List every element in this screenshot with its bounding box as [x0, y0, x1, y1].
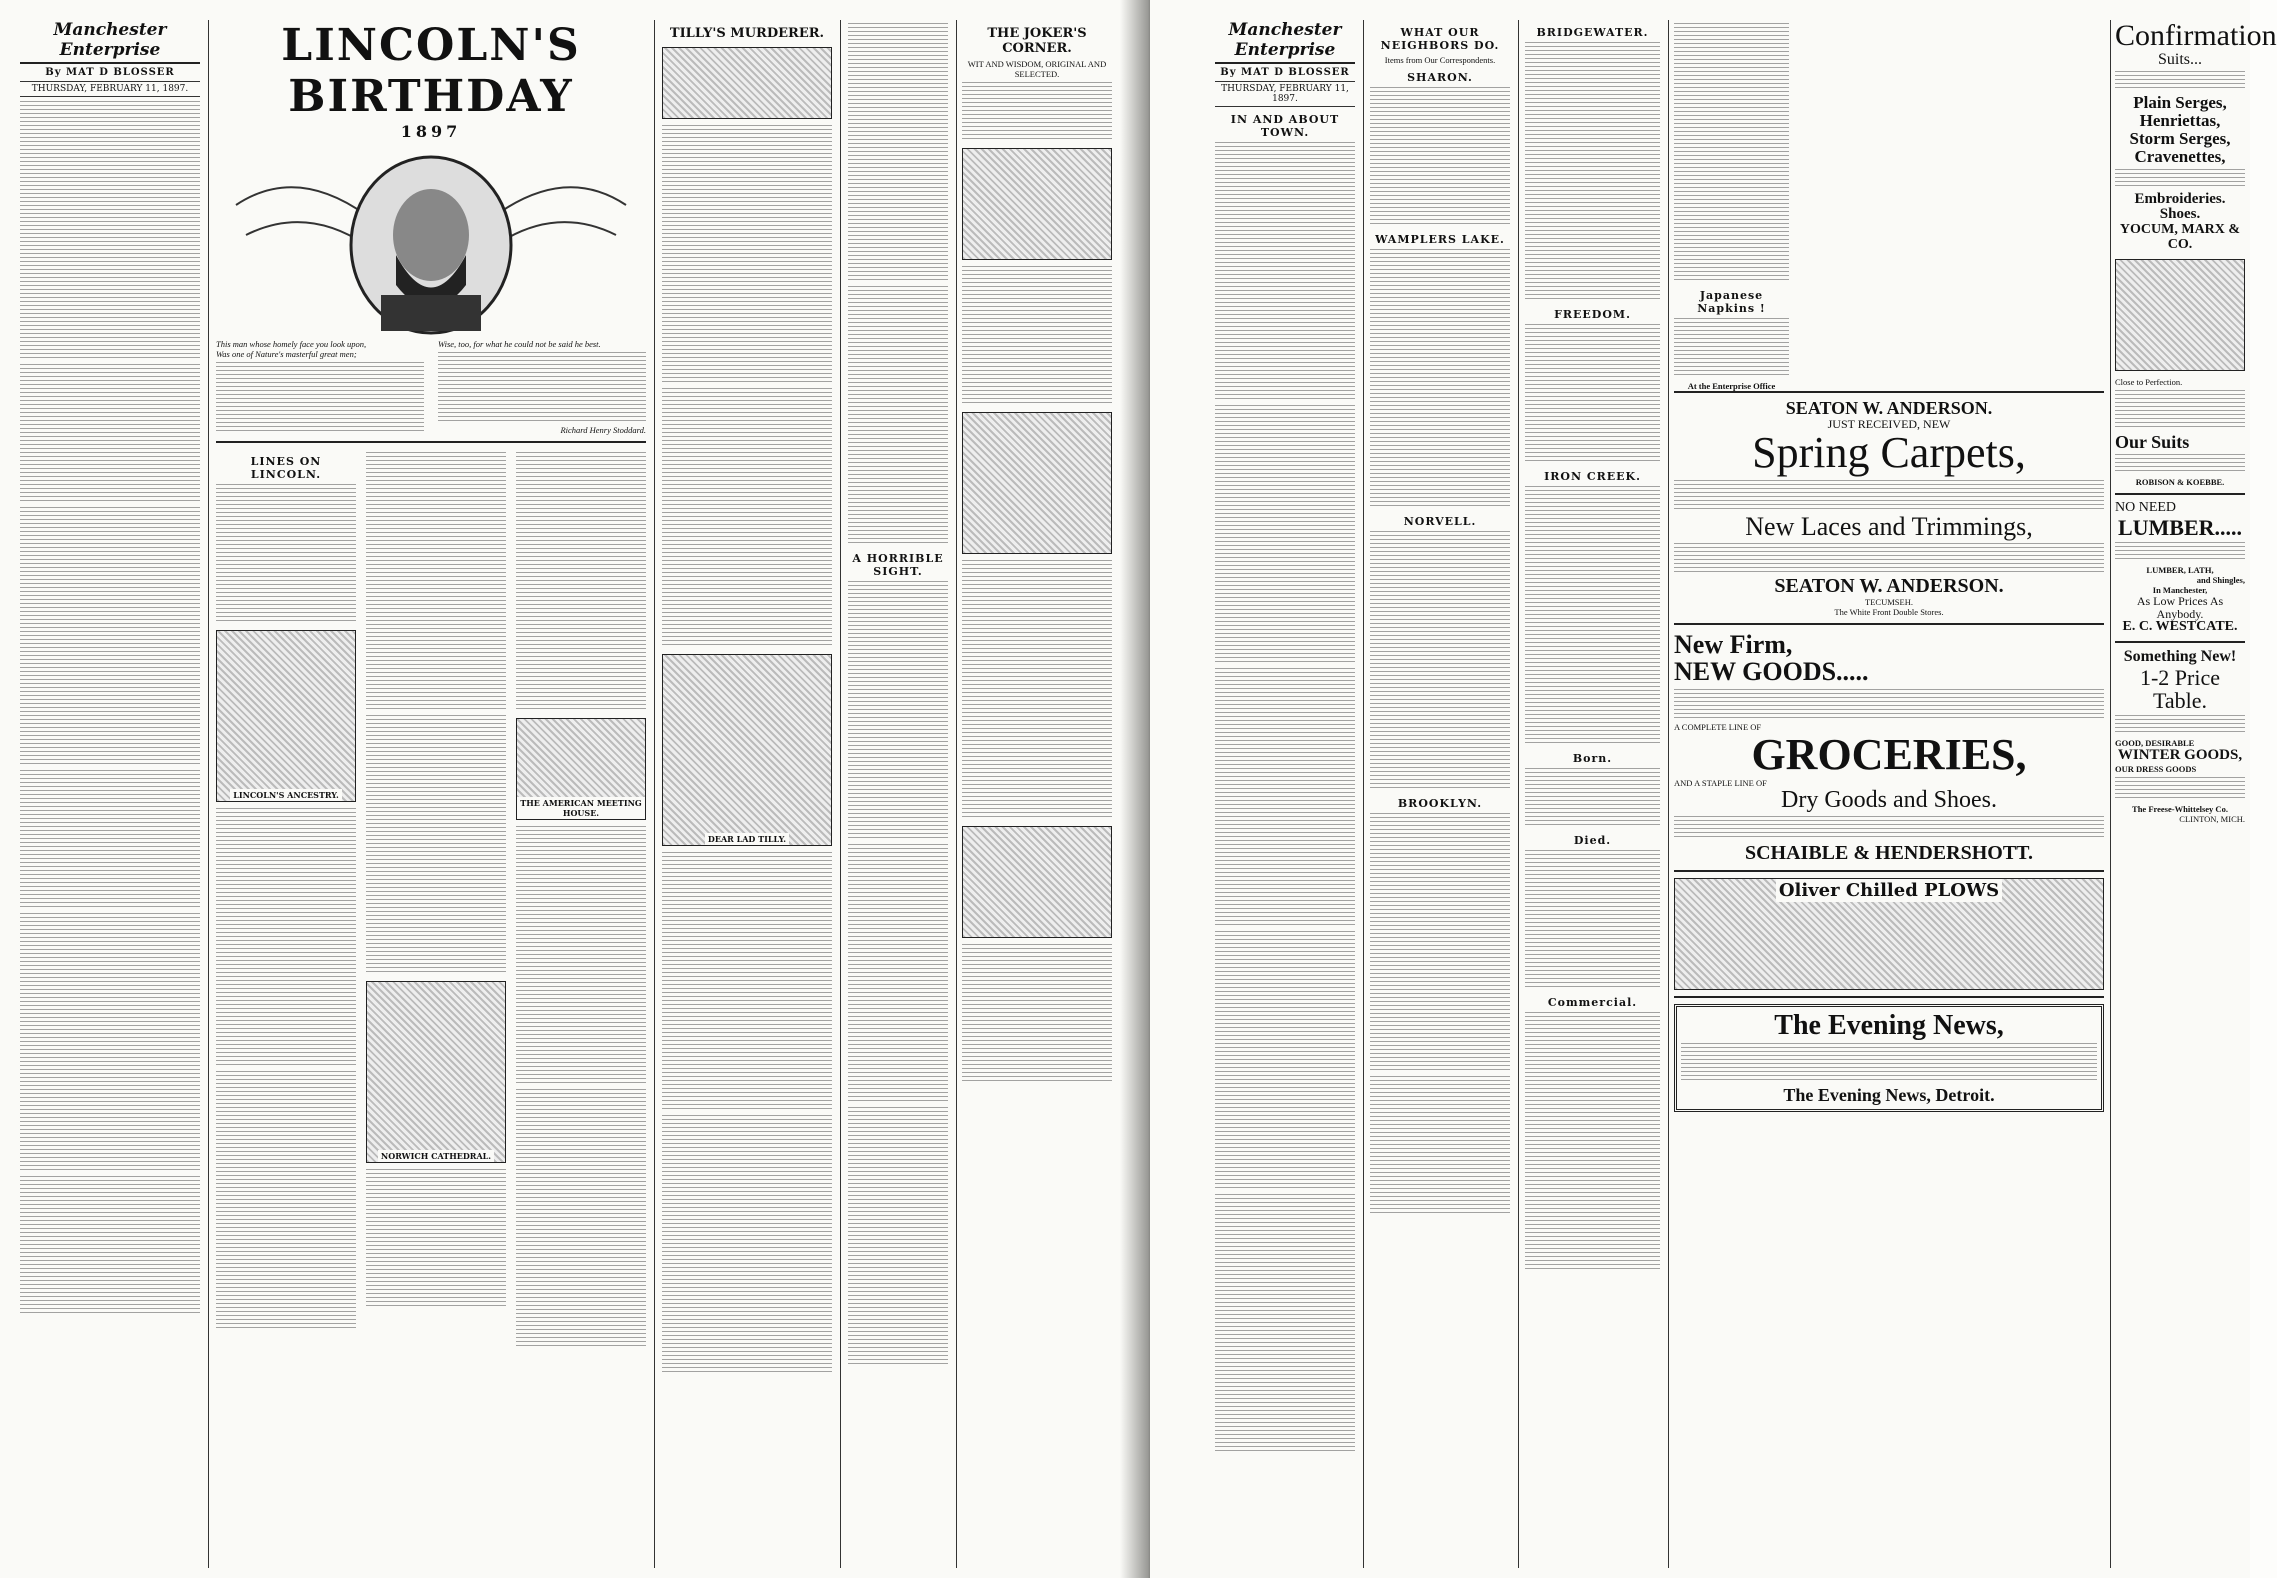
article-text	[662, 852, 832, 1112]
plows-heading: Oliver Chilled PLOWS	[1776, 879, 2002, 902]
jokers-column	[962, 20, 1112, 1568]
article-text	[848, 1107, 948, 1367]
ad-text	[2115, 71, 2245, 91]
groceries: GROCERIES,	[1751, 729, 2027, 779]
article-text	[1370, 813, 1510, 1073]
column-rule	[1363, 20, 1364, 1568]
right-ads	[2115, 19, 2277, 1568]
robison: ROBISON & KOEBBE.	[2135, 477, 2225, 488]
dear-lad-caption: DEAR LAD TILLY.	[705, 833, 789, 845]
column-rule	[2110, 20, 2111, 1568]
tillys-heading: TILLY'S MURDERER.	[669, 26, 825, 41]
article-text	[1674, 318, 1789, 378]
continuation-column	[848, 20, 948, 1568]
seaton-name-2: SEATON W. ANDERSON.	[1774, 574, 2004, 597]
article-text	[1525, 486, 1660, 746]
plow-illustration	[1674, 878, 2104, 990]
plain-serges: Plain Serges,	[2133, 93, 2227, 113]
article-text	[848, 581, 948, 841]
ad-text	[2115, 390, 2245, 430]
article-text	[366, 1169, 506, 1309]
lincoln-illustration	[216, 145, 646, 335]
column-rule	[654, 20, 655, 1568]
column-rule	[1668, 20, 1669, 1568]
article-text	[1370, 1076, 1510, 1216]
article-text	[1525, 42, 1660, 302]
lincoln-poem-right: Wise, too, for what he could not be said he best.	[438, 339, 601, 349]
ad-text	[1674, 689, 2104, 719]
shingles: and Shingles,	[2196, 575, 2245, 586]
dry-goods: Dry Goods and Shoes.	[1781, 786, 1997, 813]
storm-serges: Storm Serges,	[2129, 128, 2231, 148]
left-col-1	[20, 20, 200, 1568]
article-text	[1525, 768, 1660, 828]
article-text	[848, 23, 948, 283]
article-text	[1215, 405, 1355, 665]
column-rule	[956, 20, 957, 1568]
ancestry-heading: LINCOLN'S ANCESTRY.	[230, 789, 342, 801]
article-text	[20, 101, 200, 361]
norvell-heading: NORVELL.	[1403, 515, 1477, 528]
ad-text	[2115, 169, 2245, 189]
bridgewater-column	[1525, 20, 1660, 1568]
article-text	[1674, 23, 1789, 283]
ancestry-illustration	[216, 630, 356, 802]
column-rule	[208, 20, 209, 1568]
article-text	[1215, 1194, 1355, 1454]
freese-town: CLINTON, MICH.	[2179, 813, 2245, 824]
article-text	[516, 826, 646, 1086]
seaton-town: TECUMSEH.	[1865, 596, 1913, 607]
freedom-heading: FREEDOM.	[1554, 308, 1631, 321]
column-rule	[1518, 20, 1519, 1568]
norwich-caption: NORWICH CATHEDRAL.	[378, 1150, 494, 1162]
dress-goods: OUR DRESS GOODS	[2115, 763, 2197, 774]
evening-news-title: The Evening News,	[1774, 1009, 2004, 1041]
yocum: YOCUM, MARX & CO.	[2119, 222, 2241, 252]
meeting-house-illustration	[516, 718, 646, 820]
suits: Suits...	[2157, 50, 2202, 68]
sharon-heading: SHARON.	[1407, 71, 1473, 84]
article-text	[366, 715, 506, 975]
ad-text	[1681, 1043, 2097, 1083]
neighbors-heading: WHAT OUR NEIGHBORS DO.	[1380, 26, 1500, 52]
tailor-illustration	[2115, 259, 2245, 371]
lincoln-poem-line: Was one of Nature's masterful great men;	[216, 349, 357, 359]
lumber: LUMBER.....	[2117, 515, 2243, 541]
article-text	[662, 125, 832, 385]
no-need: NO NEED	[2115, 500, 2177, 516]
ad-text	[2115, 542, 2245, 562]
cravenettes: Cravenettes,	[2134, 146, 2226, 166]
article-text	[1215, 142, 1355, 402]
dear-lad-illustration	[662, 654, 832, 846]
good-desirable: GOOD, DESIRABLE	[2115, 738, 2195, 749]
seaton-sub: The White Front Double Stores.	[1834, 606, 1944, 617]
brooklyn-heading: BROOKLYN.	[1397, 797, 1483, 810]
spring-carpets: Spring Carpets,	[1752, 428, 2026, 478]
article-text	[1525, 324, 1660, 464]
article-text	[962, 82, 1112, 142]
poem-text	[438, 352, 646, 422]
article-text	[366, 452, 506, 712]
jokers-cartoon-2	[962, 412, 1112, 554]
ad-text	[2115, 715, 2245, 735]
article-text	[516, 452, 646, 712]
article-text	[1370, 87, 1510, 227]
just-received: JUST RECEIVED, NEW	[1827, 416, 1951, 431]
tillys-column	[662, 20, 832, 1568]
westcate: E. C. WESTCATE.	[2122, 619, 2238, 635]
article-text	[216, 1071, 356, 1331]
article-text	[216, 808, 356, 1068]
article-text	[848, 286, 948, 546]
enterprise-office: At the Enterprise Office	[1687, 381, 1776, 391]
neighbors-subheading: Items from Our Correspondents.	[1384, 55, 1496, 65]
born-heading: Born.	[1572, 752, 1613, 765]
byline: By MAT D BLOSSER	[45, 67, 175, 78]
article-text	[20, 507, 200, 767]
jokers-cartoon-3	[962, 826, 1112, 938]
neighbors-column	[1370, 20, 1510, 1568]
article-text	[1215, 931, 1355, 1191]
new-goods: NEW GOODS.....	[1674, 657, 1869, 687]
poem-text	[216, 362, 424, 432]
article-text	[20, 770, 200, 910]
local-news-column	[1215, 20, 1355, 1568]
meeting-house-caption: THE AMERICAN MEETING HOUSE.	[517, 797, 645, 819]
died-heading: Died.	[1573, 834, 1612, 847]
ad-text	[2115, 454, 2245, 474]
ad-text	[1674, 480, 2104, 510]
close-to-perfection: Close to Perfection.	[2115, 376, 2183, 387]
article-text	[1525, 850, 1660, 990]
article-text	[1370, 249, 1510, 509]
commercial-heading: Commercial.	[1547, 996, 1638, 1009]
jokers-subheading: WIT AND WISDOM, ORIGINAL AND SELECTED.	[967, 59, 1107, 79]
lumber-lath: LUMBER, LATH,	[2146, 565, 2214, 576]
column-rule	[840, 20, 841, 1568]
something-new: Something New!	[2123, 648, 2237, 666]
lincoln-portrait-icon	[216, 145, 646, 335]
evening-news-footer: The Evening News, Detroit.	[1783, 1085, 1995, 1106]
ad-text	[1674, 816, 2104, 840]
article-text	[962, 944, 1112, 1084]
article-text	[662, 388, 832, 648]
article-text	[216, 484, 356, 624]
complete-line: A COMPLETE LINE OF	[1674, 721, 1762, 732]
tillys-illustration	[662, 47, 832, 119]
lines-on-lincoln-heading: LINES ON LINCOLN.	[250, 455, 322, 481]
jokers-heading: THE JOKER'S CORNER.	[987, 26, 1087, 56]
iron-creek-heading: IRON CREEK.	[1544, 470, 1641, 483]
staple-line: AND A STAPLE LINE OF	[1674, 777, 1767, 788]
right-byline: By MAT D BLOSSER	[1220, 67, 1350, 78]
masthead: Manchester Enterprise	[20, 20, 200, 64]
right-masthead: Manchester Enterprise	[1215, 20, 1355, 64]
low-prices: As Low Prices As Anybody.	[2136, 594, 2224, 621]
dateline: THURSDAY, FEBRUARY 11, 1897.	[20, 81, 200, 97]
lincoln-feature	[216, 20, 646, 1568]
shoes: Shoes.	[2159, 206, 2201, 223]
new-firm: New Firm,	[1674, 629, 1793, 659]
article-text	[1370, 531, 1510, 791]
center-ads	[1674, 385, 2104, 1568]
japanese-napkins: Japanese Napkins !	[1697, 289, 1766, 315]
our-suits: Our Suits	[2115, 431, 2190, 452]
evening-news-ad	[1674, 1004, 2104, 1112]
lincoln-title: LINCOLN'S BIRTHDAY	[281, 20, 581, 122]
lincoln-year: 1897	[400, 122, 462, 141]
norwich-cathedral-illustration	[366, 981, 506, 1163]
embroideries: Embroideries.	[2134, 190, 2226, 207]
horrible-sight-heading: A HORRIBLE SIGHT.	[852, 552, 944, 578]
seaton-name: SEATON W. ANDERSON.	[1785, 398, 1993, 418]
article-text	[1525, 1012, 1660, 1272]
article-text	[962, 266, 1112, 406]
freese: The Freese-Whittelsey Co.	[2132, 803, 2228, 814]
article-text	[662, 1115, 832, 1375]
article-text	[848, 844, 948, 1104]
wamplers-heading: WAMPLERS LAKE.	[1375, 233, 1505, 246]
poem-author: Richard Henry Stoddard.	[560, 425, 646, 435]
article-text	[516, 1089, 646, 1349]
in-about-town-heading: IN AND ABOUT TOWN.	[1230, 113, 1340, 139]
article-text	[1215, 668, 1355, 928]
ad-text	[1674, 543, 2104, 573]
confirmation: Confirmation	[2115, 19, 2277, 52]
henriettas: Henriettas,	[2139, 111, 2221, 131]
jokers-cartoon-1	[962, 148, 1112, 260]
lincoln-poem-caption: This man whose homely face you look upon,	[216, 339, 367, 349]
in-manchester: In Manchester,	[2152, 585, 2208, 596]
right-dateline: THURSDAY, FEBRUARY 11, 1897.	[1215, 81, 1355, 107]
winter-goods: WINTER GOODS,	[2117, 747, 2243, 764]
article-text	[20, 1176, 200, 1316]
price-table: 1-2 Price Table.	[2139, 664, 2221, 713]
article-text	[20, 364, 200, 504]
new-laces: New Laces and Trimmings,	[1745, 511, 2033, 541]
article-text	[20, 913, 200, 1173]
bridgewater-heading: BRIDGEWATER.	[1536, 26, 1649, 39]
ad-text	[2115, 777, 2245, 801]
schaible: SCHAIBLE & HENDERSHOTT.	[1744, 841, 2034, 864]
right-newspaper-page	[1150, 0, 2277, 1578]
article-text	[962, 560, 1112, 820]
